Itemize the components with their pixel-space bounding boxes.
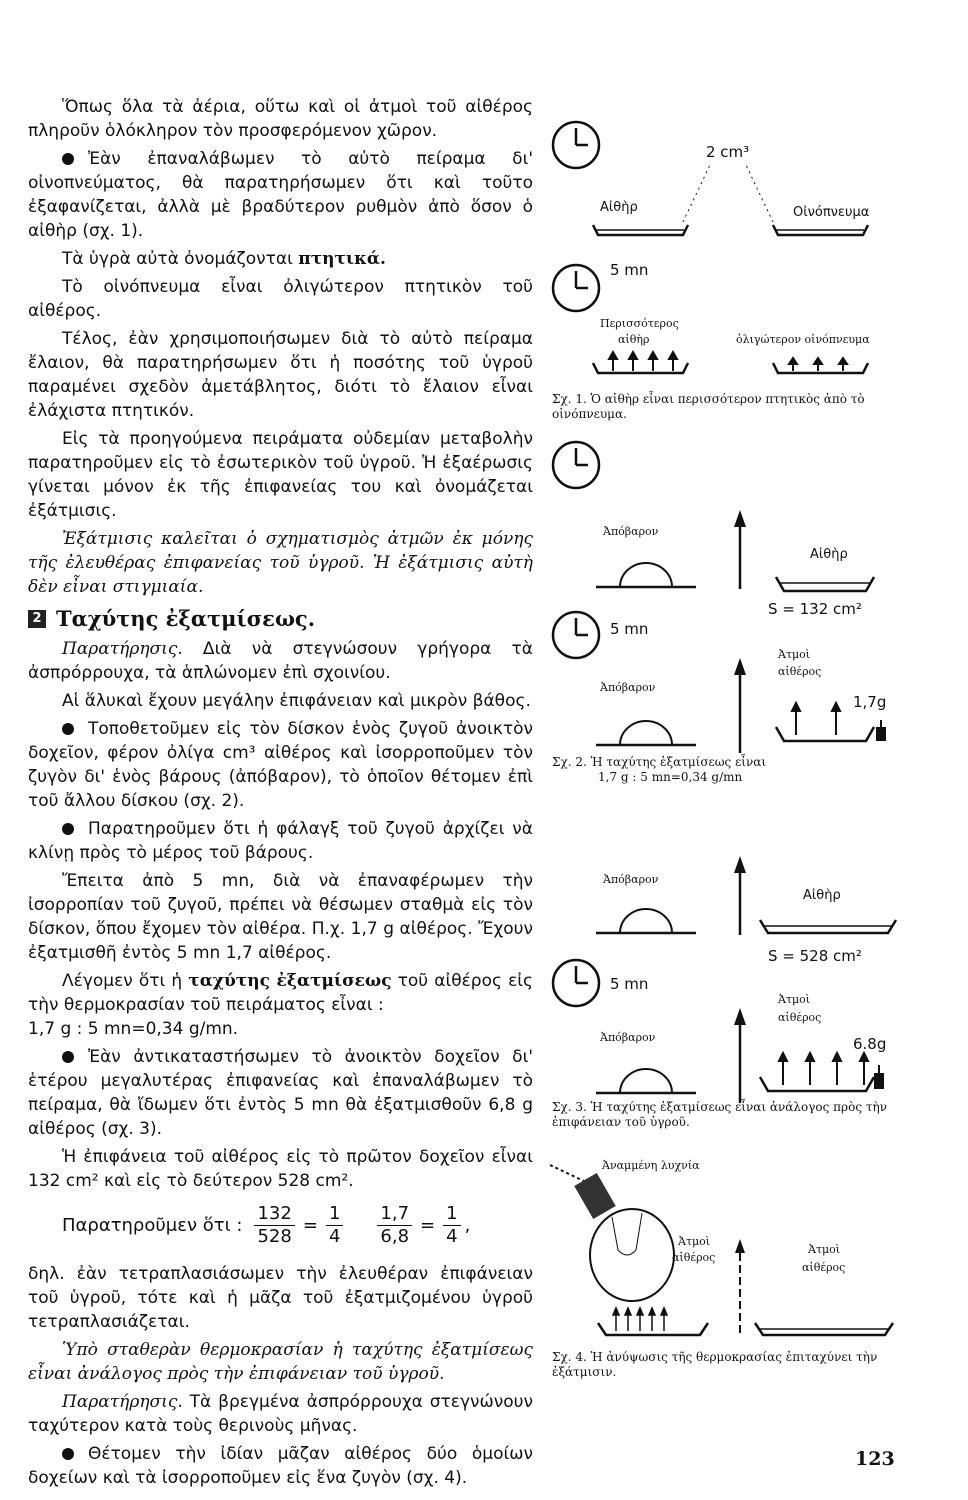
figure-1-caption: Σχ. 1. Ὁ αἰθὴρ εἶναι περισσότερον πτητικὸς ἀπὸ τὸ οἰνόπνευμα. bbox=[552, 392, 865, 421]
definition-evaporation: Ἐξάτμισις καλεῖται ὁ σχηματισμὸς ἀτμῶν ἐκ μόνης τῆς ἐλευθέρας ἐπιφανείας τοῦ ὑγροῦ. Ἡ ἐξάτμισις αὐτὴ δὲν εἶναι στιγμιαία. bbox=[28, 529, 533, 597]
bullet-icon bbox=[62, 1051, 74, 1063]
paragraph-surfaces: Ἡ ἐπιφάνεια τοῦ αἰθέρος εἰς τὸ πρῶτον δοχεῖον εἶναι 132 cm² καὶ εἰς τὸ δεύτερον 528 cm². bbox=[28, 1147, 533, 1191]
section-title: Ταχύτης ἐξατμίσεως. bbox=[56, 606, 316, 631]
ratio-formula bbox=[28, 1203, 533, 1248]
vapors-label: Ἀτμοὶ bbox=[678, 1235, 711, 1248]
vapors-label-2: αἰθέρος bbox=[672, 1251, 716, 1264]
lamp-socket-icon bbox=[574, 1173, 616, 1219]
equals-sign: = bbox=[420, 1214, 436, 1236]
paragraph-observation-laundry: Παρατήρησις. Διὰ νὰ στεγνώσουν γρήγορα τὰ ἀσπρόρρουχα, τὰ ἁπλώνομεν ἐπὶ σχοινίου. bbox=[28, 639, 533, 683]
paragraph-larger-surface: Ἐὰν ἀντικαταστήσωμεν τὸ ἀνοικτὸν δοχεῖον δι' ἑτέρου μεγαλυτέρας ἐπιφανείας καὶ ἐπαναλάβωμεν τὸ πείραμα, θὰ ἴδωμεν ὅτι ἐντὸς 5 mn θὰ ἐξατμισθοῦν 6,8 g αἰθέρος (σχ. 3). bbox=[28, 1047, 533, 1139]
alcohol-label: Οἰνόπνευμα bbox=[793, 205, 870, 220]
figure-2-caption: Σχ. 2. Ἡ ταχύτης ἐξατμίσεως εἶναι 1,7 g : 5 mn=0,34 g/mn bbox=[552, 755, 767, 784]
bullet-icon bbox=[62, 823, 74, 835]
law-proportional: Ὑπὸ σταθερὰν θερμοκρασίαν ἡ ταχύτης ἐξατμίσεως εἶναι ἀνάλογος πρὸς τὴν ἐπιφάνειαν τοῦ ὑγροῦ. bbox=[28, 1340, 533, 1384]
figure-3-caption: Σχ. 3. Ἡ ταχύτης ἐξατμίσεως εἶναι ἀνάλογος πρὸς τὴν ἐπιφάνειαν τοῦ ὑγροῦ. bbox=[552, 1100, 887, 1129]
surface-label: S = 132 cm² bbox=[768, 600, 862, 618]
paragraph-observation-summer: Παρατήρησις. Τὰ βρεγμένα ἀσπρόρρουχα στεγνώνουν ταχύτερον κατὰ τοὺς θερινοὺς μῆνας. bbox=[28, 1392, 533, 1436]
paragraph-balance-setup: Τοποθετοῦμεν εἰς τὸν δίσκον ἑνὸς ζυγοῦ ἀνοικτὸν δοχεῖον, φέρον ὀλίγα cm³ αἰθέρος καὶ ἰσορροποῦμεν τὸν ζυγὸν δι' ἑνὸς βάρους (ἀπόβαρον), τὸ ὁποῖον θέτομεν ἐπὶ τοῦ ἄλλου δίσκου (σχ. 2). bbox=[28, 719, 533, 811]
vapors-label-2: αἰθέρος bbox=[778, 1011, 822, 1024]
paragraph-after-5mn: Ἔπειτα ἀπὸ 5 mn, διὰ νὰ ἐπαναφέρωμεν τὴν ἰσορροπίαν τοῦ ζυγοῦ, πρέπει νὰ θέσωμεν σταθμὰ εἰς τὸν δίσκον, ὅπου ἔχομεν τὸν αἰθέρα. Π.χ. 1,7 g αἰθέρος. Ἔχουν ἐξατμισθῆ ἐντὸς 5 mn 1,7 αἰθέρος. bbox=[28, 871, 533, 963]
paragraph-salt-pans: Αἱ ἅλυκαὶ ἔχουν μεγάλην ἐπιφάνειαν καὶ μικρὸν βάθος. bbox=[62, 691, 531, 711]
up-arrow-icon bbox=[734, 658, 746, 675]
paragraph-alcohol-less-volatile: Τὸ οἰνόπνευμα εἶναι ὀλιγώτερον πτητικὸν τοῦ αἰθέρος. bbox=[28, 277, 533, 321]
fraction-surface: $\frac{132}{528}$ bbox=[254, 1203, 294, 1248]
figure-3 bbox=[548, 855, 928, 1105]
paragraph-rate-definition: Λέγομεν ὅτι ἡ ταχύτης ἐξατμίσεως τοῦ αἰθέρος εἰς τὴν θερμοκρασίαν τοῦ πειράματος εἶναι : 1,7 g : 5 mn=0,34 g/mn. bbox=[28, 971, 533, 1039]
vapors-label-b-2: αἰθέρος bbox=[802, 1261, 846, 1274]
heated-dish bbox=[598, 1323, 708, 1335]
light-bulb-icon bbox=[590, 1209, 674, 1301]
vapors-label-b: Ἀτμοὶ bbox=[808, 1243, 841, 1256]
figure-1 bbox=[548, 105, 928, 435]
ether-label: Αἰθὴρ bbox=[600, 200, 638, 215]
up-arrow-icon bbox=[734, 856, 746, 873]
section-heading bbox=[28, 607, 533, 631]
figure-4-drawing bbox=[540, 1155, 930, 1345]
surface-label: S = 528 cm² bbox=[768, 947, 862, 965]
up-arrow-icon bbox=[735, 1239, 745, 1253]
fraction-mass: $\frac{1,7}{6,8}$ bbox=[377, 1203, 412, 1248]
vapors-label: Ἀτμοὶ bbox=[778, 993, 811, 1006]
paragraph-oil: Τέλος, ἐὰν χρησιμοποιήσωμεν διὰ τὸ αὐτὸ πείραμα ἔλαιον, θὰ παρατηρήσωμεν ὅτι ἡ ποσότης τοῦ ὑγροῦ παραμένει σχεδὸν ἀμετάβλητος, διότι τὸ ἔλαιον εἶναι ἐλάχιστα πτητικόν. bbox=[28, 329, 533, 421]
fraction-quarter: $\frac{1}{4}$ bbox=[443, 1203, 460, 1248]
volume-label: 2 cm³ bbox=[706, 143, 750, 161]
lamp-label: Ἀναμμένη λυχνία bbox=[602, 1159, 700, 1172]
tare-label: Ἀπόβαρον bbox=[603, 873, 659, 886]
up-arrow-icon bbox=[734, 1008, 746, 1025]
equals-sign: = bbox=[302, 1214, 318, 1236]
weight-icon bbox=[874, 1073, 884, 1089]
tare-label-2: Ἀπόβαρον bbox=[600, 1031, 656, 1044]
tare-label: Ἀπόβαρον bbox=[603, 525, 659, 538]
tare-label-2: Ἀπόβαρον bbox=[600, 681, 656, 694]
paragraph-alcohol-experiment: Ἐὰν ἐπαναλάβωμεν τὸ αὐτὸ πείραμα δι' οἰνοπνεύματος, θὰ παρατηρήσωμεν ὅτι καὶ τοῦτο ἐξαφανίζεται, ἀλλὰ μὲ βραδύτερον ρυθμὸν ἀπὸ ὅσον ὁ αἰθὴρ (σχ. 1). bbox=[28, 149, 533, 241]
ether-label: Αἰθὴρ bbox=[803, 888, 841, 903]
fraction-quarter: $\frac{1}{4}$ bbox=[326, 1203, 343, 1248]
formula-lead: Παρατηροῦμεν ὅτι : bbox=[62, 1214, 243, 1236]
more-ether-label-2: αἰθὴρ bbox=[618, 333, 650, 346]
figure-4-caption: Σχ. 4. Ἡ ἀνύψωσις τῆς θερμοκρασίας ἐπιταχύνει τὴν ἐξάτμισιν. bbox=[552, 1350, 878, 1379]
time-label: 5 mn bbox=[610, 975, 649, 993]
less-alcohol-label: ὀλιγώτερον οἰνόπνευμα bbox=[736, 333, 870, 346]
vapors-label-2: αἰθέρος bbox=[778, 665, 822, 678]
time-label: 5 mn bbox=[610, 261, 649, 279]
paragraph-beam-tilts: Παρατηροῦμεν ὅτι ἡ φάλαγξ τοῦ ζυγοῦ ἀρχίζει νὰ κλίνῃ πρὸς τὸ μέρος τοῦ βάρους. bbox=[28, 819, 533, 863]
up-arrow-icon bbox=[734, 510, 746, 527]
paragraph-two-vessels: Θέτομεν τὴν ἰδίαν μᾶζαν αἰθέρος δύο ὁμοίων δοχείων καὶ τὰ ἰσορροποῦμεν εἰς ἕνα ζυγὸν (σχ. 4). bbox=[28, 1444, 533, 1488]
time-label: 5 mn bbox=[610, 620, 649, 638]
main-text-column bbox=[28, 95, 533, 1494]
lamp-cable bbox=[550, 1165, 588, 1183]
page-number: 123 bbox=[855, 1448, 895, 1470]
bullet-icon bbox=[62, 1448, 74, 1460]
figure-4 bbox=[540, 1155, 930, 1345]
mass-label: 1,7g bbox=[853, 693, 887, 711]
ether-dish bbox=[776, 577, 874, 591]
figure-2-drawing bbox=[548, 505, 928, 775]
figure-2 bbox=[548, 505, 928, 775]
bullet-icon bbox=[62, 153, 74, 165]
wide-ether-dish-after bbox=[760, 1077, 874, 1091]
paragraph-surface-evaporation: Εἰς τὰ προηγούμενα πειράματα οὐδεμίαν μεταβολὴν παρατηροῦμεν εἰς τὸ ἐσωτερικὸν τοῦ ὑγροῦ. Ἡ ἐξαέρωσις γίνεται μόνον ἐκ τῆς ἐπιφανείας του καὶ ὀνομάζεται ἐξάτμισις. bbox=[28, 429, 533, 521]
tare-weight bbox=[620, 563, 672, 587]
section-number-badge: 2 bbox=[28, 610, 46, 628]
vapors-label: Ἀτμοὶ bbox=[778, 648, 811, 661]
paragraph-gases: Ὅπως ὅλα τὰ ἀέρια, οὕτω καὶ οἱ ἀτμοὶ τοῦ αἰθέρος πληροῦν ὁλόκληρον τὸν προσφερόμενον χῶρον. bbox=[28, 97, 533, 141]
formula-comma: , bbox=[464, 1214, 471, 1236]
mass-label: 6.8g bbox=[853, 1035, 887, 1053]
paragraph-quadruple: δηλ. ἐὰν τετραπλασιάσωμεν τὴν ἐλευθέραν ἐπιφάνειαν τοῦ ὑγροῦ, τότε καὶ ἡ μᾶζα τοῦ ἐξατμιζομένου ὑγροῦ τετραπλασιάζεται. bbox=[28, 1264, 533, 1332]
more-ether-label: Περισσότερος bbox=[600, 317, 679, 330]
bullet-icon bbox=[62, 723, 74, 735]
ether-dish-after bbox=[776, 727, 874, 741]
paragraph-volatile: Τὰ ὑγρὰ αὐτὰ ὀνομάζονται πτητικά. bbox=[62, 249, 386, 269]
weight-icon bbox=[876, 727, 886, 741]
figure-3-drawing bbox=[548, 855, 928, 1105]
tare-weight bbox=[620, 909, 672, 933]
ether-label: Αἰθὴρ bbox=[810, 547, 848, 562]
